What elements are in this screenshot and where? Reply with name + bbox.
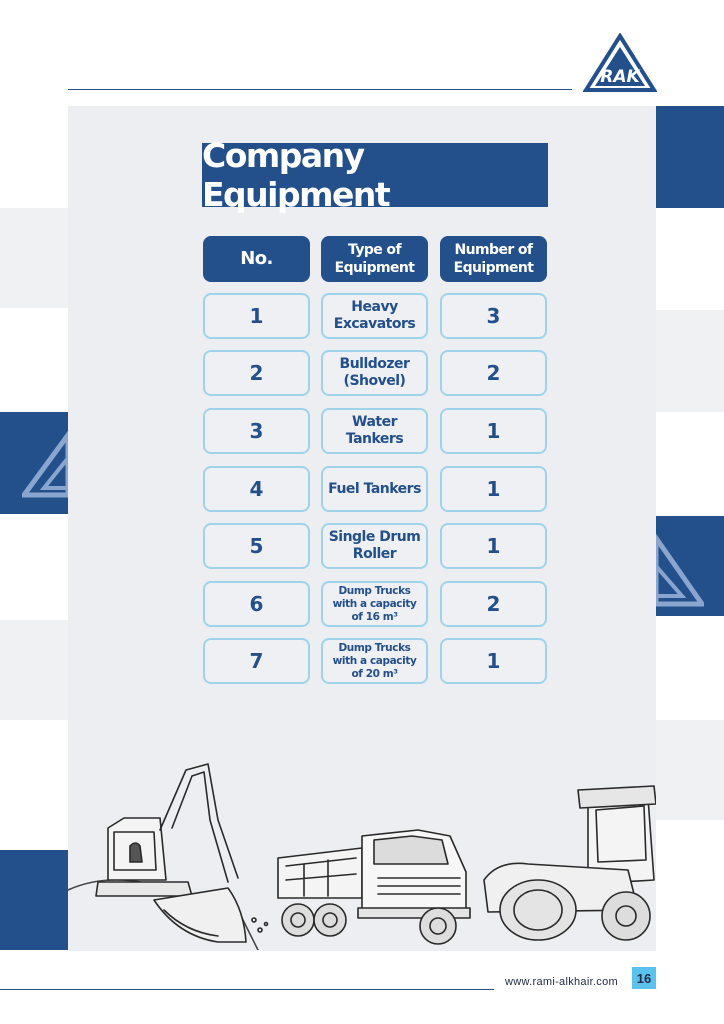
row-7-count: 1	[440, 638, 547, 684]
row-5-count: 1	[440, 523, 547, 569]
row-2-type: Bulldozer (Shovel)	[321, 350, 428, 396]
header-rule	[68, 89, 572, 90]
right-band-light-2	[656, 720, 724, 820]
dump-truck-sketch	[278, 830, 470, 944]
row-6-count: 2	[440, 581, 547, 627]
footer-rule	[0, 989, 494, 990]
row-4-type: Fuel Tankers	[321, 466, 428, 512]
row-1-no: 1	[203, 293, 310, 339]
page-title	[202, 136, 548, 214]
row-3-count: 1	[440, 408, 547, 454]
website-link[interactable]: www.rami-alkhair.com	[505, 976, 618, 988]
rak-triangle-logo-icon	[583, 33, 657, 93]
excavator-sketch	[96, 764, 268, 942]
row-5-no: 5	[203, 523, 310, 569]
page-number: 16	[632, 967, 656, 989]
equipment-illustration	[68, 760, 656, 950]
row-1-count: 3	[440, 293, 547, 339]
logo-text: RAK	[600, 67, 640, 87]
row-6-type: Dump Trucks with a capacity of 16 m³	[321, 581, 428, 627]
row-1-type: Heavy Excavators	[321, 293, 428, 339]
road-roller-sketch	[484, 786, 656, 940]
row-7-type: Dump Trucks with a capacity of 20 m³	[321, 638, 428, 684]
header-no: No.	[203, 236, 310, 282]
row-4-count: 1	[440, 466, 547, 512]
left-band-light-2	[0, 620, 68, 720]
right-band-light	[656, 310, 724, 412]
left-band-blue-2	[0, 850, 68, 950]
page-title-text: Company Equipment	[202, 136, 390, 214]
watermark-logo-icon-right	[656, 530, 704, 610]
watermark-logo-icon	[22, 430, 68, 500]
row-7-no: 7	[203, 638, 310, 684]
left-band-light	[0, 208, 68, 308]
row-5-type: Single Drum Roller	[321, 523, 428, 569]
row-6-no: 6	[203, 581, 310, 627]
row-2-count: 2	[440, 350, 547, 396]
row-2-no: 2	[203, 350, 310, 396]
header-count: Number of Equipment	[440, 236, 547, 282]
row-3-type: Water Tankers	[321, 408, 428, 454]
header-type: Type of Equipment	[321, 236, 428, 282]
right-band-blue	[656, 106, 724, 208]
row-3-no: 3	[203, 408, 310, 454]
row-4-no: 4	[203, 466, 310, 512]
